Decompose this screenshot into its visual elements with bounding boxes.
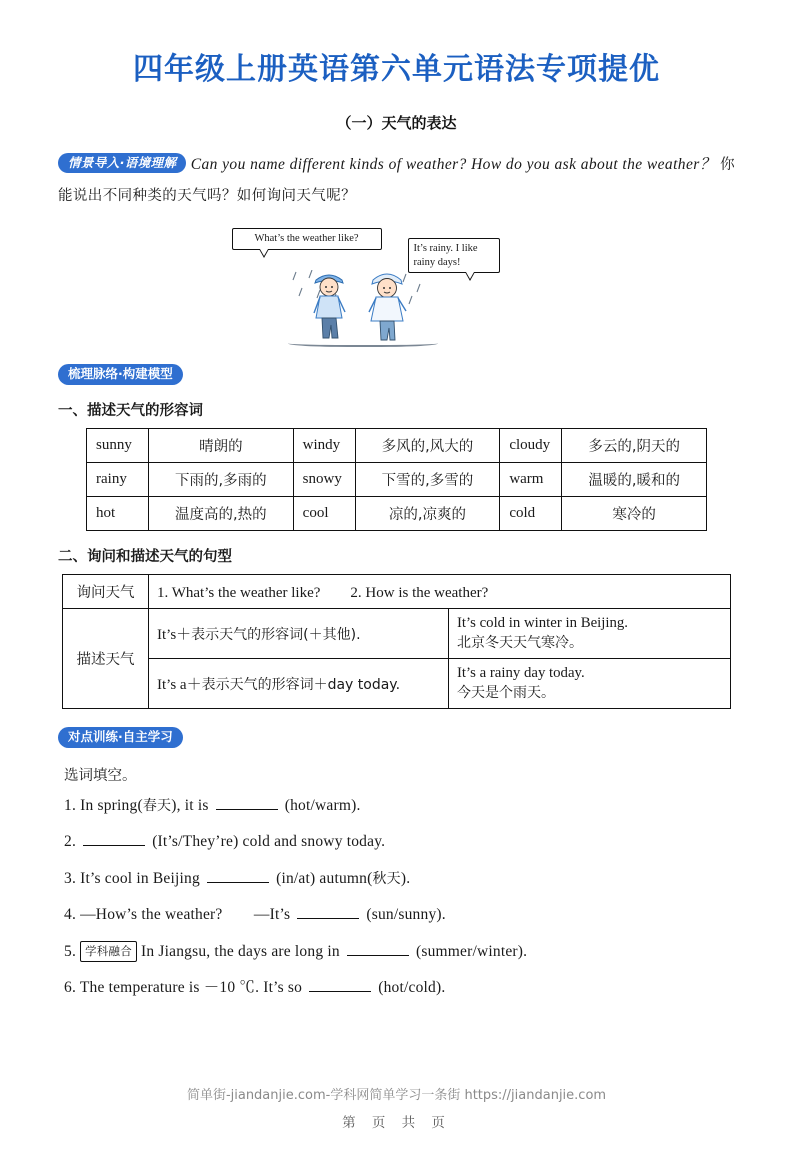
- row-label-describe: 描述天气: [63, 609, 149, 709]
- item-number: 1.: [64, 797, 77, 814]
- tag-model-row: [58, 364, 735, 385]
- footer-pager: 第 页 共 页: [342, 1115, 451, 1131]
- document-page: [0, 44, 793, 1165]
- table-row: [87, 497, 707, 531]
- speech-bubble-right-text: It’s rainy. I like rainy days!: [413, 243, 478, 268]
- vocab-word: rainy: [87, 463, 149, 497]
- item-options: (in/at) autumn(: [276, 869, 373, 887]
- intro-paragraph: [58, 149, 735, 211]
- item-text-d: ).: [400, 869, 411, 887]
- subject-integration-chip: 学科融合: [80, 941, 137, 962]
- weather-adjectives-table: [86, 428, 707, 531]
- exercise-item-1: [64, 795, 735, 817]
- item-text-a: In Jiangsu, the days are long in: [141, 942, 340, 960]
- example-english: It’s a rainy day today.: [457, 665, 585, 681]
- table-row: [63, 575, 731, 609]
- exercise-item-5: [64, 941, 735, 963]
- item-text-a: —How’s the weather? —It’s: [80, 906, 291, 924]
- puddle-ground: [288, 338, 438, 347]
- vocab-word: hot: [87, 497, 149, 531]
- page-footer: [0, 1084, 793, 1131]
- item-number: 5.: [64, 942, 77, 960]
- vocab-meaning: 下雪的,多雪的: [355, 463, 500, 497]
- weather-sentence-table: [62, 574, 731, 709]
- pattern-english: It’s a＋: [157, 677, 202, 693]
- vocab-meaning: 凉的,凉爽的: [355, 497, 500, 531]
- speech-bubble-right: [408, 238, 500, 273]
- ask-patterns: 1. What’s the weather like? 2. How is the weather?: [149, 575, 731, 609]
- speech-bubble-left: [232, 228, 382, 250]
- item-gloss: 春天: [142, 798, 172, 814]
- answer-blank[interactable]: [309, 979, 371, 992]
- vocab-word: snowy: [293, 463, 355, 497]
- intro-chinese: 你能说出不同种类的天气吗？如何询问天气呢？: [58, 156, 736, 204]
- pattern-english: It’s＋: [157, 627, 192, 643]
- section-title: （一）天气的表达: [336, 114, 457, 132]
- item-number: 6.: [64, 979, 77, 997]
- vocab-word: sunny: [87, 429, 149, 463]
- table-row: [63, 609, 731, 659]
- item-text-a: The temperature is －10 ℃. It’s so: [79, 979, 303, 997]
- vocab-meaning: 多风的,风大的: [355, 429, 500, 463]
- vocab-meaning: 晴朗的: [149, 429, 294, 463]
- item-options: (summer/winter).: [415, 942, 528, 960]
- tag-model: 梳理脉络·构建模型: [58, 364, 183, 385]
- footer-site-text: 简单街-jiandanjie.com-学科网简单学习一条街 https://jiandanjie.com: [186, 1088, 607, 1103]
- vocab-word: cloudy: [500, 429, 562, 463]
- table-row: [63, 659, 731, 709]
- answer-blank[interactable]: [297, 906, 359, 919]
- answer-blank[interactable]: [347, 943, 409, 956]
- boy-figure-icon: [306, 266, 354, 340]
- example-english: It’s cold in winter in Beijing.: [457, 615, 628, 631]
- item-number: 3.: [64, 869, 77, 887]
- item-number: 4.: [64, 906, 77, 924]
- vocab-meaning: 温暖的,暖和的: [562, 463, 707, 497]
- vocab-word: cool: [293, 497, 355, 531]
- item-text-a: In spring(: [80, 797, 143, 814]
- table-row: [87, 429, 707, 463]
- item-text-a: It’s cool in Beijing: [80, 869, 200, 887]
- exercise-instruction: 选词填空。: [64, 768, 137, 784]
- describe-pattern-2: [149, 659, 449, 709]
- pattern-chinese: 表示天气的形容词＋day today.: [201, 677, 401, 693]
- exercise-item-6: [64, 977, 735, 999]
- weather-comic-illustration: [232, 226, 562, 358]
- sentence-table-wrap: [58, 574, 735, 709]
- vocab-word: windy: [293, 429, 355, 463]
- tag-practice-row: [58, 727, 735, 748]
- exercise-item-4: [64, 904, 735, 926]
- bubble-tail-icon: [465, 272, 475, 281]
- heading-sentences: 二、询问和描述天气的句型: [58, 549, 232, 565]
- describe-example-1: [449, 609, 731, 659]
- item-gloss: 秋天: [372, 870, 401, 887]
- item-options: (hot/warm).: [284, 797, 361, 814]
- tag-practice: 对点训练·自主学习: [58, 727, 183, 748]
- pattern-chinese: 表示天气的形容词(＋其他).: [191, 627, 361, 643]
- heading-adjectives: 一、描述天气的形容词: [58, 403, 203, 419]
- item-options: (sun/sunny).: [366, 906, 446, 924]
- item-options: (hot/cold).: [378, 979, 446, 997]
- row-label-ask: 询问天气: [63, 575, 149, 609]
- answer-blank[interactable]: [83, 833, 145, 846]
- speech-bubble-left-text: What’s the weather like?: [254, 233, 359, 244]
- example-chinese: 今天是个雨天。: [457, 685, 555, 701]
- describe-pattern-1: [149, 609, 449, 659]
- vocab-meaning: 寒冷的: [562, 497, 707, 531]
- intro-english: Can you name different kinds of weather? How do you ask about the weather？: [190, 155, 716, 173]
- bubble-tail-icon: [259, 249, 269, 258]
- vocab-table-wrap: [58, 428, 735, 531]
- tag-intro: 情景导入·语境理解: [58, 153, 186, 174]
- vocab-meaning: 多云的,阴天的: [562, 429, 707, 463]
- girl-figure-icon: [362, 264, 412, 342]
- answer-blank[interactable]: [216, 797, 278, 810]
- example-chinese: 北京冬天天气寒冷。: [457, 635, 583, 651]
- vocab-meaning: 温度高的,热的: [149, 497, 294, 531]
- vocab-word: warm: [500, 463, 562, 497]
- vocab-word: cold: [500, 497, 562, 531]
- item-options: (It’s/They’re) cold and snowy today.: [152, 833, 386, 851]
- exercise-item-2: [64, 831, 735, 853]
- item-number: 2.: [64, 833, 77, 851]
- describe-example-2: [449, 659, 731, 709]
- exercise-item-3: [64, 868, 735, 890]
- page-title: 四年级上册英语第六单元语法专项提优: [133, 52, 660, 87]
- document-body: [0, 149, 793, 1000]
- item-text-b: ), it is: [171, 797, 209, 814]
- vocab-meaning: 下雨的,多雨的: [149, 463, 294, 497]
- table-row: [87, 463, 707, 497]
- answer-blank[interactable]: [207, 870, 269, 883]
